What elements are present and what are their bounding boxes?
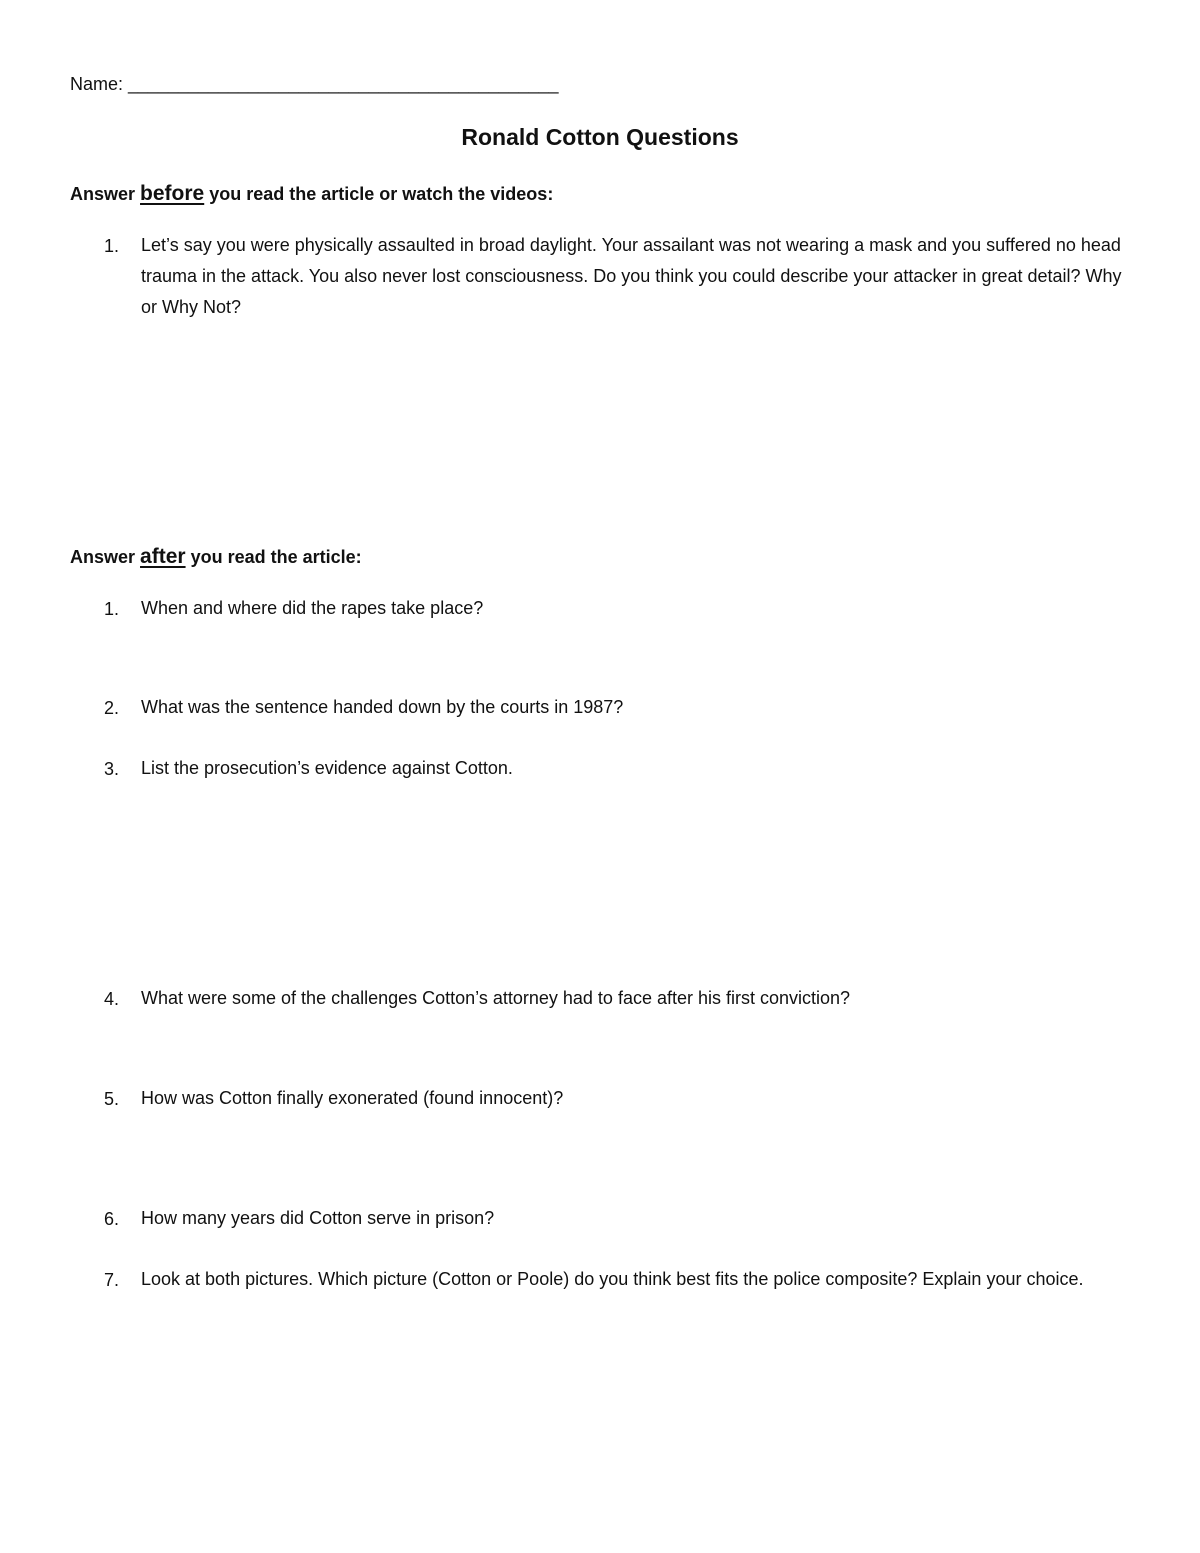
before-question-1-number: 1. xyxy=(104,236,120,256)
worksheet-title: Ronald Cotton Questions xyxy=(461,124,739,150)
after-question-7-text: Look at both pictures. Which picture (Cotton or Poole) do you think best fits the police composite? Explain your choice. xyxy=(141,1269,1084,1289)
after-question-1-text: When and where did the rapes take place? xyxy=(141,598,484,618)
before-question-1-text: Let’s say you were physically assaulted in broad daylight. Your assailant was not wearing a mask and you suffered no head trauma in the attack. You also never lost consciousness. Do you think you could describe your attacker in great detail? Why or Why Not? xyxy=(141,235,1122,317)
after-question-7-number: 7. xyxy=(104,1270,120,1290)
after-question-6-number: 6. xyxy=(104,1209,120,1229)
after-question-3-text: List the prosecution’s evidence against Cotton. xyxy=(141,758,513,778)
after-question-5-text: How was Cotton finally exonerated (found innocent)? xyxy=(141,1088,564,1108)
after-question-4-text: What were some of the challenges Cotton’s attorney had to face after his first conviction? xyxy=(141,988,851,1008)
name-field-line xyxy=(70,74,559,95)
name-label: Name: xyxy=(70,74,124,94)
section-before-heading: Answer before you read the article or watch the videos: xyxy=(70,182,554,205)
before-emphasis: before xyxy=(140,182,205,205)
after-question-6-text: How many years did Cotton serve in prison? xyxy=(141,1208,495,1228)
after-emphasis: after xyxy=(140,545,186,568)
after-question-4-number: 4. xyxy=(104,989,120,1009)
after-question-5-number: 5. xyxy=(104,1089,120,1109)
after-question-1-number: 1. xyxy=(104,599,120,619)
name-blank[interactable]: ___________________________________________ xyxy=(128,74,559,94)
after-question-2-number: 2. xyxy=(104,698,120,718)
after-question-2-text: What was the sentence handed down by the courts in 1987? xyxy=(141,697,624,717)
after-question-3-number: 3. xyxy=(104,759,120,779)
section-after-heading: Answer after you read the article: xyxy=(70,545,362,568)
